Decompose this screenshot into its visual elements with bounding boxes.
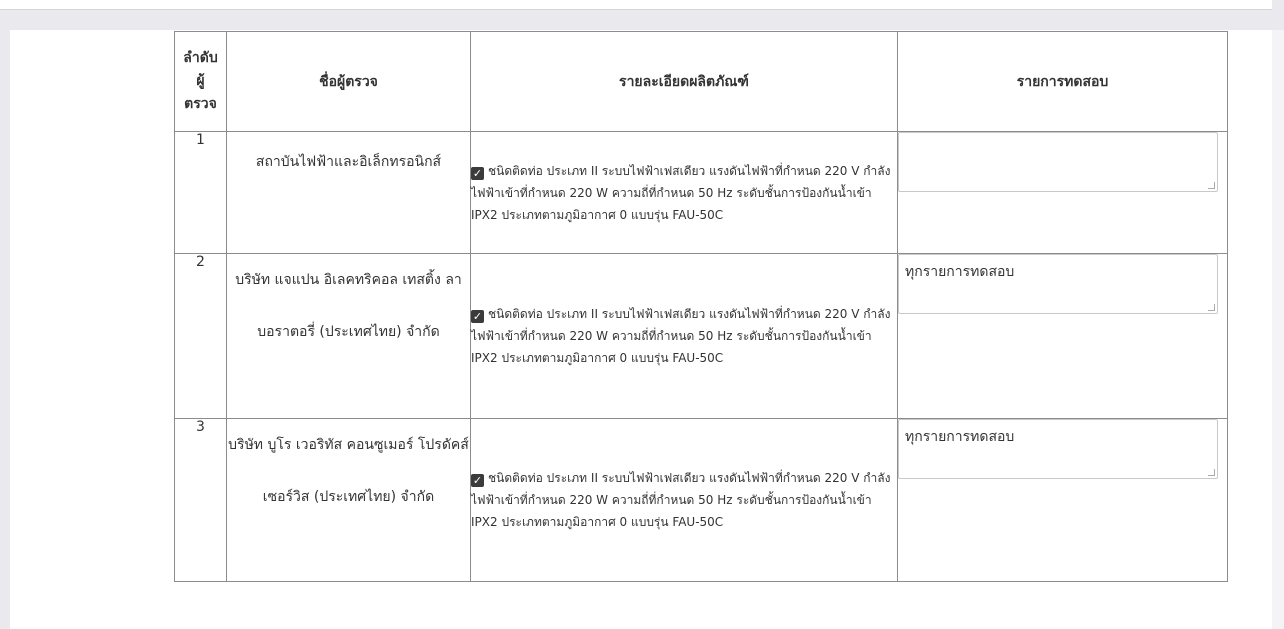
page-scroll-gutter [1272, 30, 1284, 629]
checkbox-checked-icon[interactable]: ✓ [472, 474, 483, 487]
main-panel [10, 30, 1272, 629]
row-detail-text: ชนิดติดท่อ ประเภท II ระบบไฟฟ้าเฟสเดียว แรงดันไฟฟ้าที่กำหนด 220 V กำลังไฟฟ้าเข้าที่กำหนด 220 W ความถี่ที่กำหนด 50 Hz ระดับชั้นการป้องกันน้ำเข้า IPX2 ประเภทตามภูมิอากาศ 0 แบบรุ่น FAU-50C [471, 471, 891, 529]
table-row [175, 254, 1228, 419]
inspector-table [174, 31, 1228, 582]
row-inspector-name: สถาบันไฟฟ้าและอิเล็กทรอนิกส์ [227, 132, 471, 254]
checkbox-checked-icon[interactable]: ✓ [472, 310, 483, 323]
row-detail-text: ชนิดติดท่อ ประเภท II ระบบไฟฟ้าเฟสเดียว แรงดันไฟฟ้าที่กำหนด 220 V กำลังไฟฟ้าเข้าที่กำหนด 220 W ความถี่ที่กำหนด 50 Hz ระดับชั้นการป้องกันน้ำเข้า IPX2 ประเภทตามภูมิอากาศ 0 แบบรุ่น FAU-50C [471, 307, 891, 365]
header-no-line-2: ผู้ [196, 73, 205, 89]
row-test-cell [898, 254, 1228, 419]
test-items-textarea[interactable]: ทุกรายการทดสอบ [898, 419, 1218, 479]
row-product-detail [471, 132, 898, 254]
header-no-line-1: ลำดับ [183, 50, 218, 66]
test-items-textarea[interactable] [898, 132, 1218, 192]
row-test-cell [898, 132, 1228, 254]
header-inspector-name: ชื่อผู้ตรวจ [227, 32, 471, 132]
row-product-detail [471, 419, 898, 582]
row-test-cell [898, 419, 1228, 582]
top-panel [0, 0, 1272, 10]
row-product-detail [471, 254, 898, 419]
checkbox-checked-icon[interactable]: ✓ [472, 166, 483, 180]
row-no: 1 [175, 132, 227, 254]
row-no: 2 [175, 254, 227, 419]
row-detail-text: ชนิดติดท่อ ประเภท II ระบบไฟฟ้าเฟสเดียว แรงดันไฟฟ้าที่กำหนด 220 V กำลังไฟฟ้าเข้าที่กำหนด 220 W ความถี่ที่กำหนด 50 Hz ระดับชั้นการป้องกันน้ำเข้า IPX2 ประเภทตามภูมิอากาศ 0 แบบรุ่น FAU-50C [471, 163, 891, 222]
row-inspector-name: บริษัท แจแปน อิเลคทริคอล เทสติ้ง ลาบอราตอรี่ (ประเทศไทย) จำกัด [227, 254, 471, 419]
row-no: 3 [175, 419, 227, 582]
test-items-textarea[interactable]: ทุกรายการทดสอบ [898, 254, 1218, 314]
header-inspector-no [175, 32, 227, 132]
header-product-detail: รายละเอียดผลิตภัณฑ์ [471, 32, 898, 132]
header-no-line-3: ตรวจ [184, 96, 217, 112]
row-inspector-name: บริษัท บูโร เวอริทัส คอนซูเมอร์ โปรดัคส์ เซอร์วิส (ประเทศไทย) จำกัด [227, 419, 471, 582]
header-test-items: รายการทดสอบ [898, 32, 1228, 132]
table-row [175, 132, 1228, 254]
table-header-row [175, 32, 1228, 132]
table-row [175, 419, 1228, 582]
